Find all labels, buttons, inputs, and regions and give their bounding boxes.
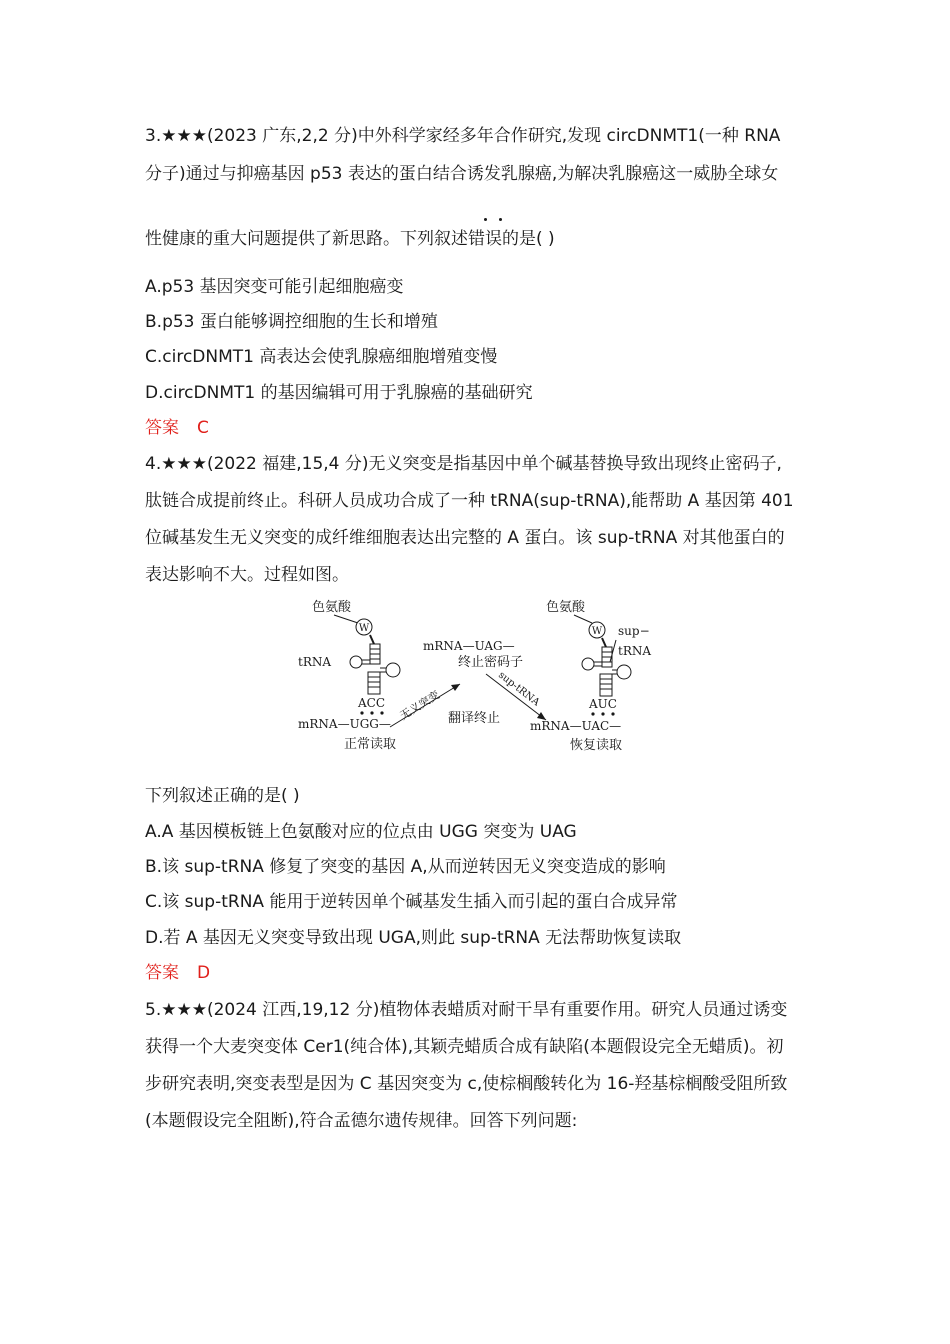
q3-line-1: 3.★★★(2023 广东,2,2 分)中外科学家经多年合作研究,发现 circDNMT1(一种 RNA	[145, 126, 781, 146]
q4-option-a: A.A 基因模板链上色氨酸对应的位点由 UGG 突变为 UAG	[145, 822, 577, 842]
left-trna-label: tRNA	[298, 655, 332, 669]
arrow-up-label: 无义突变	[397, 688, 442, 723]
q3-option-c: C.circDNMT1 高表达会使乳腺癌细胞增殖变慢	[145, 347, 498, 367]
q4-line-4: 表达影响不大。过程如图。	[145, 565, 349, 585]
right-anticodon: AUC	[589, 697, 617, 711]
right-sup-label-2: tRNA	[618, 644, 652, 658]
mid-mrna: mRNA—UAG—	[423, 639, 515, 653]
answer-label: 答案	[145, 963, 179, 983]
right-mrna: mRNA—UAC—	[530, 719, 622, 733]
right-amino-label: 色氨酸	[546, 600, 586, 615]
arrow-down-label: sup-tRNA	[496, 669, 542, 709]
right-sup-label-1: sup−	[618, 624, 650, 638]
left-caption: 正常读取	[344, 737, 397, 752]
w-label: W	[358, 623, 370, 634]
q3-option-a: A.p53 基因突变可能引起细胞癌变	[145, 277, 404, 297]
left-anticodon: ACC	[358, 696, 386, 710]
emphasis-dot	[484, 218, 487, 221]
left-mrna: mRNA—UGG—	[298, 717, 391, 731]
mid-caption: 终止密码子	[458, 655, 524, 670]
q3-answer	[145, 416, 209, 440]
emphasis-dot	[499, 218, 502, 221]
q4-answer	[145, 961, 210, 985]
q3-line-2: 分子)通过与抑癌基因 p53 表达的蛋白结合诱发乳腺癌,为解决乳腺癌这一威胁全球女	[145, 164, 779, 184]
q5-line-1: 5.★★★(2024 江西,19,12 分)植物体表蜡质对耐干旱有重要作用。研究人员通过诱变	[145, 1000, 788, 1020]
q5-line-2: 获得一个大麦突变体 Cer1(纯合体),其颖壳蜡质合成有缺陷(本题假设完全无蜡质)。初	[145, 1037, 784, 1057]
q3-option-b: B.p53 蛋白能够调控细胞的生长和增殖	[145, 312, 438, 332]
q4-option-b: B.该 sup-tRNA 修复了突变的基因 A,从而逆转因无义突变造成的影响	[145, 857, 666, 877]
answer-value: C	[197, 418, 209, 438]
q4-line-2: 肽链合成提前终止。科研人员成功合成了一种 tRNA(sup-tRNA),能帮助 A 基因第 401	[145, 491, 794, 511]
right-caption: 恢复读取	[570, 738, 623, 753]
answer-value: D	[197, 963, 211, 983]
q4-option-c: C.该 sup-tRNA 能用于逆转因单个碱基发生插入而引起的蛋白合成异常	[145, 892, 678, 912]
q3-option-d: D.circDNMT1 的基因编辑可用于乳腺癌的基础研究	[145, 383, 533, 403]
q4-line-1: 4.★★★(2022 福建,15,4 分)无义突变是指基因中单个碱基替换导致出现终止密码子,	[145, 454, 782, 474]
q5-line-3: 步研究表明,突变表型是因为 C 基因突变为 c,使棕榈酸转化为 16-羟基棕榈酸受阻所致	[145, 1074, 788, 1094]
q4-stem: 下列叙述正确的是( )	[145, 786, 300, 806]
q3-line-3: 性健康的重大问题提供了新思路。下列叙述错误的是( )	[145, 229, 555, 249]
answer-label: 答案	[145, 418, 179, 438]
left-amino-label: 色氨酸	[312, 600, 352, 615]
q4-line-3: 位碱基发生无义突变的成纤维细胞表达出完整的 A 蛋白。该 sup-tRNA 对其他蛋白的	[145, 528, 785, 548]
q5-line-4: (本题假设完全阻断),符合孟德尔遗传规律。回答下列问题:	[145, 1111, 578, 1131]
translation-figure	[290, 592, 670, 762]
q4-option-d: D.若 A 基因无义突变导致出现 UGA,则此 sup-tRNA 无法帮助恢复读取	[145, 928, 682, 948]
w-label: W	[591, 626, 603, 637]
mid-bottom: 翻译终止	[448, 711, 501, 726]
